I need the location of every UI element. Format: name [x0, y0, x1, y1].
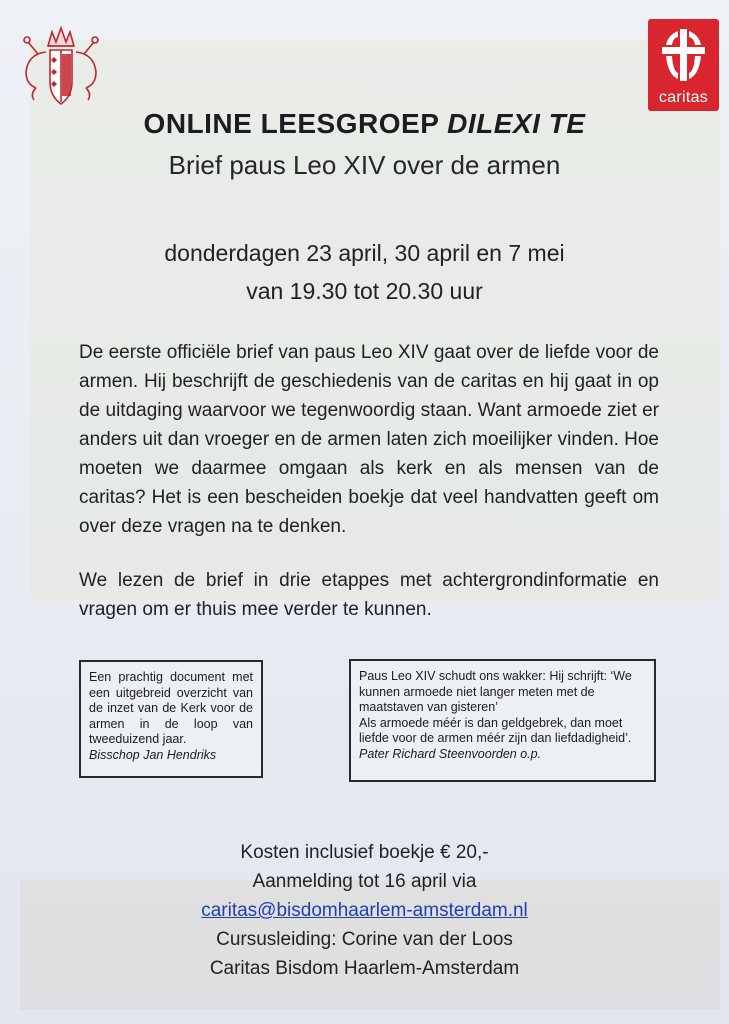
- quote-text: Paus Leo XIV schudt ons wakker: Hij schrijft: ‘We kunnen armoede niet langer meten met de maatstaven van gisteren’: [359, 669, 632, 714]
- caritas-logo-text: caritas: [658, 89, 709, 106]
- page-subtitle: Brief paus Leo XIV over de armen: [168, 150, 561, 180]
- email-link[interactable]: caritas@bisdomhaarlem-amsterdam.nl: [201, 900, 528, 921]
- title-main: ONLINE LEESGROEP: [143, 108, 448, 139]
- schedule-dates: donderdagen 23 april, 30 april en 7 mei: [164, 240, 565, 266]
- quote-box-priest: [349, 659, 656, 782]
- caritas-cross-icon: [660, 27, 707, 83]
- registration-line: Aanmelding tot 16 april via: [252, 871, 477, 892]
- diocese-crest-icon: [18, 24, 104, 110]
- schedule-time: van 19.30 tot 20.30 uur: [246, 278, 483, 304]
- caritas-logo: [648, 19, 719, 111]
- intro-paragraph-2: We lezen de brief in drie etappes met achtergrondinformatie en vragen om er thuis mee verder te kunnen.: [79, 570, 659, 620]
- course-lead-line: Cursusleiding: Corine van der Loos: [216, 929, 513, 950]
- intro-paragraph-1: De eerste officiële brief van paus Leo XIV gaat over de liefde voor de armen. Hij beschrijft de geschiedenis van de caritas en hij gaat in op de uitdaging waarvoor we tegenwoordig staan. Want armoede ziet er anders uit dan vroeger en de armen laten zich moeilijker vinden. Hoe moeten we daarmee omgaan als kerk en als mensen van de caritas? Het is een bescheiden boekje dat veel handvatten geeft om over deze vragen na te denken.: [79, 342, 659, 537]
- schedule: [0, 234, 729, 310]
- email-line: [0, 896, 729, 925]
- organization-line: Caritas Bisdom Haarlem-Amsterdam: [209, 958, 520, 979]
- quote-box-bishop: [79, 660, 263, 778]
- cost-line: Kosten inclusief boekje € 20,-: [240, 842, 489, 863]
- page-title: [0, 108, 729, 140]
- quote-text: Een prachtig document met een uitgebreid overzicht van de inzet van de Kerk voor de armen in de loop van tweeduizend jaar.: [89, 670, 253, 746]
- title-emphasis: DILEXI TE: [447, 108, 586, 139]
- quote-text-continued: Als armoede méér is dan geldgebrek, dan moet liefde voor de armen méér zijn dan liefdadigheid’.: [359, 715, 632, 745]
- quote-author: Bisschop Jan Hendriks: [89, 747, 217, 762]
- quote-author: Pater Richard Steenvoorden o.p.: [359, 746, 542, 761]
